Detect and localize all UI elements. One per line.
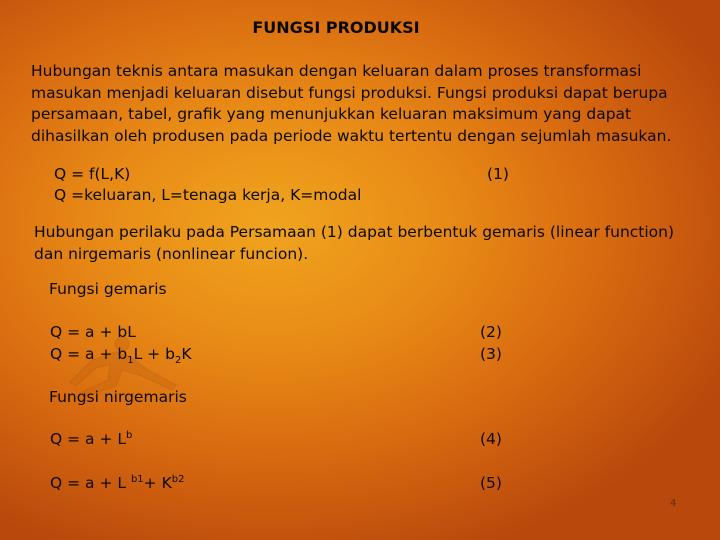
equation-4-part: Q = a + L (50, 430, 127, 449)
equation-3-sub2: 2 (174, 355, 182, 367)
equation-5 (50, 474, 184, 492)
equation-3-part: L + b (133, 345, 175, 363)
equation-1-description: Q =keluaran, L=tenaga kerja, K=modal (54, 186, 362, 204)
relation-paragraph: Hubungan perilaku pada Persamaan (1) dapat berbentuk gemaris (linear function) dan nirgemaris (nonlinear funcion). (34, 223, 675, 263)
equation-3-number: (3) (480, 345, 502, 363)
slide-title: FUNGSI PRODUKSI (252, 18, 420, 37)
equation-5-part: Q = a + L (50, 474, 131, 493)
equation-5-part: + K (143, 474, 172, 493)
equation-1: Q = f(L,K) (54, 165, 131, 183)
equation-2: Q = a + bL (50, 323, 136, 341)
equation-3-part: K (181, 345, 192, 363)
linear-heading: Fungsi gemaris (49, 280, 167, 298)
equation-3-part: Q = a + b (50, 345, 128, 363)
intro-paragraph: Hubungan teknis antara masukan dengan keluaran dalam proses transformasi masukan menjadi keluaran disebut fungsi produksi. Fungsi produksi dapat berupa persamaan, tabel, grafik yang menunjukkan keluaran maksimum yang dapat dihasilkan oleh produsen pada periode waktu tertentu dengan sejumlah masukan. (31, 62, 672, 145)
equation-2-number: (2) (480, 323, 502, 341)
equation-4-sup: b (126, 430, 133, 441)
equation-5-number: (5) (480, 474, 502, 492)
equation-5-sup2: b2 (171, 474, 185, 485)
nonlinear-heading: Fungsi nirgemaris (49, 388, 187, 406)
equation-4-number: (4) (480, 430, 502, 448)
equation-4 (50, 430, 132, 448)
equation-3 (50, 345, 191, 366)
equation-1-number: (1) (487, 165, 509, 183)
equation-5-sup1: b1 (130, 474, 144, 485)
page-number: 4 (670, 498, 677, 509)
equation-3-sub1: 1 (127, 355, 134, 367)
